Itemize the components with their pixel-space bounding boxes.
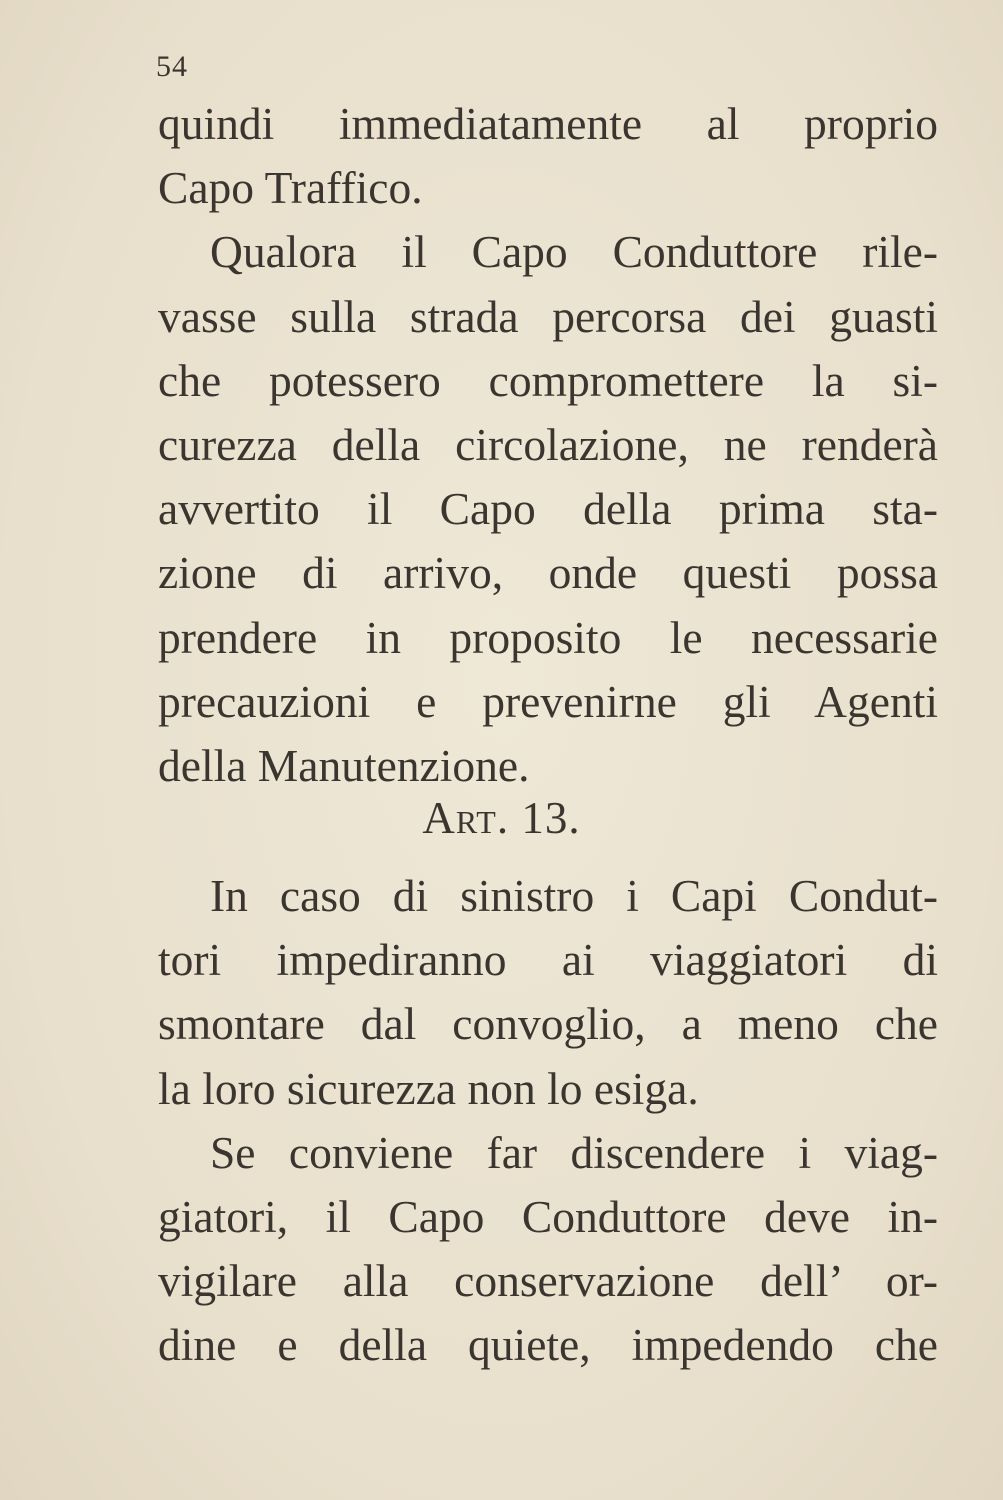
article-heading (0, 786, 1003, 850)
text-line: smontare dal convoglio, a meno che (158, 998, 938, 1050)
text-line: vigilare alla conservazione dell’ or- (158, 1255, 938, 1307)
article-heading-text: Art. 13. (422, 793, 581, 843)
text-line: curezza della circolazione, ne renderà (158, 418, 938, 470)
text-line: tori impediranno ai viaggiatori di (158, 934, 938, 986)
text-line: dine e della quiete, impedendo che (158, 1319, 938, 1371)
text-line: giatori, il Capo Conduttore deve in- (158, 1190, 938, 1242)
page-number: 54 (156, 50, 188, 83)
text-line: che potessero compromettere la si- (158, 354, 938, 406)
text-line: quindi immediatamente al proprio (158, 98, 938, 149)
text-line: In caso di sinistro i Capi Condut- (210, 870, 938, 921)
text-line: vasse sulla strada percorsa dei guasti (158, 290, 938, 342)
text-line: Qualora il Capo Conduttore rile- (210, 226, 938, 278)
paragraph-block-1 (158, 92, 938, 798)
text-line: della Manutenzione. (158, 739, 530, 791)
text-line: zione di arrivo, onde questi possa (158, 547, 938, 599)
text-line: avvertito il Capo della prima sta- (158, 483, 938, 535)
text-line: Se conviene far discendere i viag- (210, 1126, 938, 1178)
text-line: la loro sicurezza non lo esiga. (158, 1062, 699, 1114)
text-line: prendere in proposito le necessarie (158, 611, 938, 663)
paragraph-block-2 (158, 864, 938, 1378)
text-line: Capo Traffico. (158, 162, 423, 214)
text-line: precauzioni e prevenirne gli Agenti (158, 675, 938, 727)
